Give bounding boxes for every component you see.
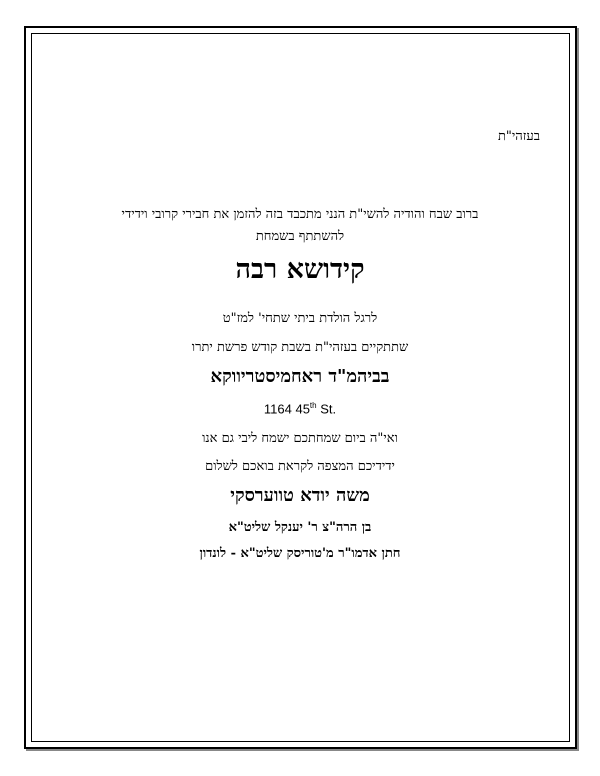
intro-line-1: ברוב שבח והודיה להשי"ת הנני מתכבד בזה להזמן את חבירי קרובי וידידי xyxy=(121,207,479,222)
invite-line-2: ידידיכם המצפה לקראת בואכם לשלום xyxy=(205,459,395,474)
host-name: משה יודא טווערסקי xyxy=(230,485,370,506)
event-reason: לרגל הולדת ביתי שתחי' למז"ט xyxy=(222,311,378,326)
host-father-in-law: חתן אדמו"ר מ'טוריסק שליט"א - לונדון xyxy=(199,546,401,561)
header-blessing: בעזהי"ת xyxy=(497,129,540,144)
event-venue: בביהמ"ד ראחמיסטריווקא xyxy=(210,366,390,387)
address-number: 1164 45 xyxy=(263,401,310,417)
event-time: שתתקיים בעזהי"ת בשבת קודש פרשת יתרו xyxy=(191,340,409,355)
page-border-inner xyxy=(31,33,570,742)
address-suffix: th xyxy=(309,401,317,410)
intro-line-2: להשתתף בשמחת xyxy=(255,229,345,244)
host-father: בן הרה"צ ר' יענקל שליט"א xyxy=(228,520,372,535)
invite-line-1: ואי"ה ביום שמחתכם ישמח ליבי גם אנו xyxy=(202,431,398,446)
event-address xyxy=(60,402,540,415)
address-street: St. xyxy=(316,401,337,417)
event-title: קידושא רבה xyxy=(235,254,365,285)
